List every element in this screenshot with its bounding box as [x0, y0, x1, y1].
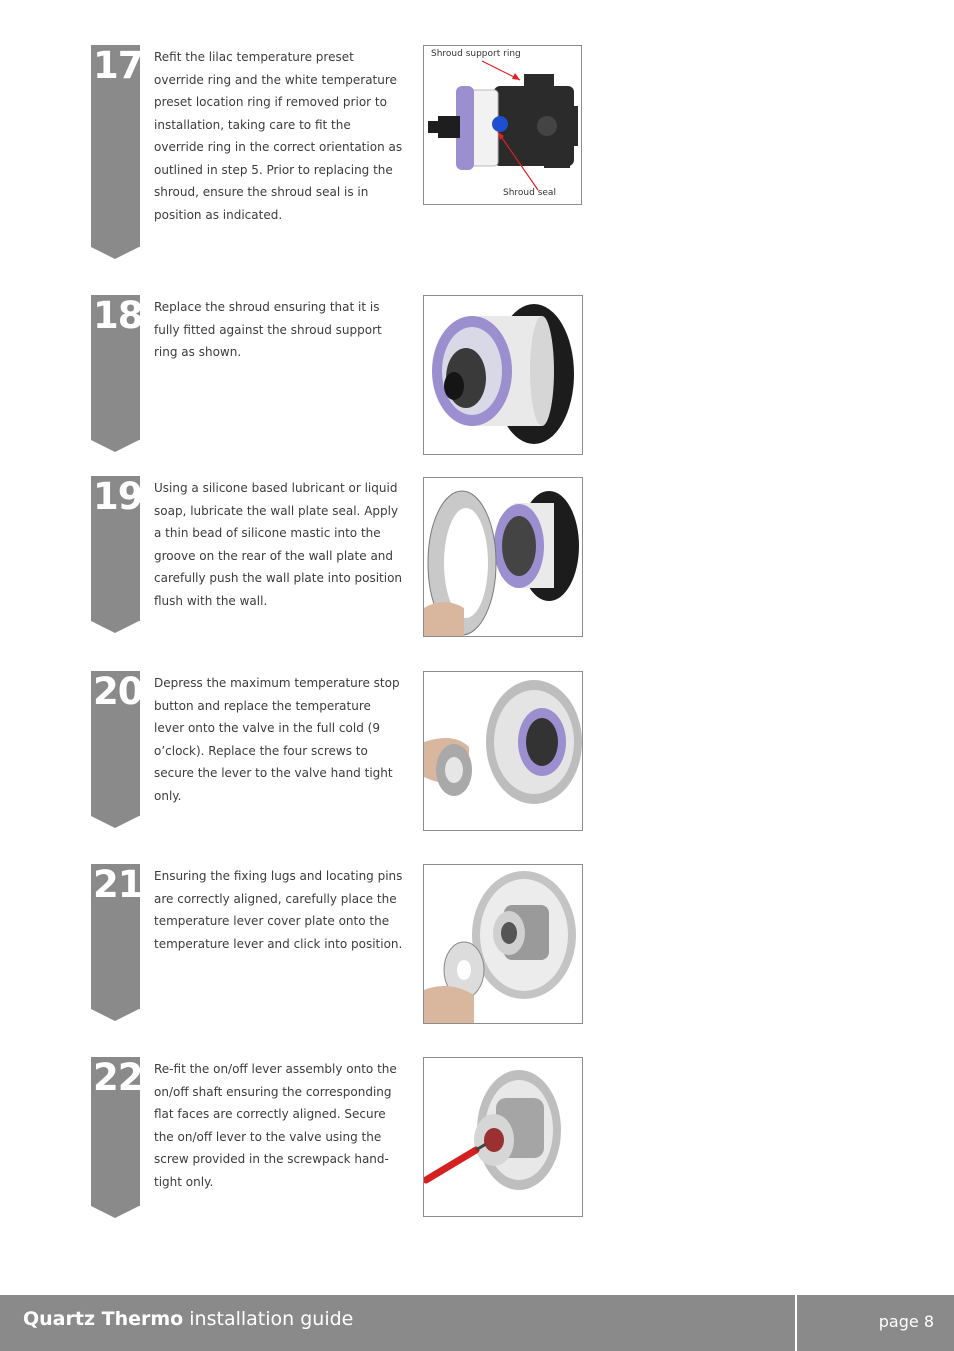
- step-number: 20: [93, 670, 143, 713]
- footer-title-rest: installation guide: [183, 1308, 354, 1330]
- step-instruction: Depress the maximum temperature stop button and replace the temperature lever onto the valve in the full cold (9 o’clock). Replace the four screws to secure the lever to the valve hand tight only.: [154, 676, 400, 803]
- footer-divider: [795, 1295, 797, 1351]
- callout-shroud-seal: Shroud seal: [503, 188, 556, 198]
- step-instruction: Re-fit the on/off lever assembly onto the on/off shaft ensuring the corresponding flat faces are correctly aligned. Secure the on/off lever to the valve using the screw provided in the screwpack hand-tight only.: [154, 1062, 397, 1189]
- step-tab-point: [91, 816, 139, 828]
- step-tab-point: [91, 621, 139, 633]
- shroud-photo: [424, 296, 582, 454]
- temperature-lever-photo: [424, 672, 582, 830]
- step-photo: [423, 864, 583, 1024]
- step-number: 21: [93, 863, 143, 906]
- step-photo: [423, 45, 582, 205]
- footer-product-name: Quartz Thermo: [23, 1308, 184, 1330]
- page-number: page 8: [878, 1312, 934, 1331]
- step-photo: [423, 295, 583, 455]
- step-number: 18: [93, 294, 143, 337]
- step-number: 22: [93, 1056, 143, 1099]
- step-tab-point: [91, 1009, 139, 1021]
- step-number: 19: [93, 475, 143, 518]
- step-tab-point: [91, 440, 139, 452]
- wall-plate-photo: [424, 478, 582, 636]
- step-number: 17: [93, 44, 143, 87]
- step-instruction: Using a silicone based lubricant or liquid soap, lubricate the wall plate seal. Apply a thin bead of silicone mastic into the groove on the rear of the wall plate and carefully push the wall plate into position flush with the wall.: [154, 481, 403, 608]
- cover-plate-photo: [424, 865, 582, 1023]
- page-footer: [0, 1295, 954, 1351]
- step-instruction: Ensuring the fixing lugs and locating pins are correctly aligned, carefully place the temperature lever cover plate onto the temperature lever and click into position.: [154, 869, 403, 951]
- footer-title: [23, 1308, 353, 1330]
- step-tab-point: [91, 247, 139, 259]
- step-tab-point: [91, 1206, 139, 1218]
- on-off-lever-photo: [424, 1058, 582, 1216]
- callout-shroud-support-ring: Shroud support ring: [431, 49, 521, 59]
- step-photo: [423, 671, 583, 831]
- step-photo: [423, 1057, 583, 1217]
- step-instruction: Refit the lilac temperature preset override ring and the white temperature preset location ring if removed prior to installation, taking care to fit the override ring in the correct orientation as outlined in step 5. Prior to replacing the shroud, ensure the shroud seal is in position as indicated.: [154, 50, 403, 222]
- step-instruction: Replace the shroud ensuring that it is fully fitted against the shroud support ring as shown.: [154, 300, 382, 359]
- valve-diagram: [424, 46, 581, 204]
- step-photo: [423, 477, 583, 637]
